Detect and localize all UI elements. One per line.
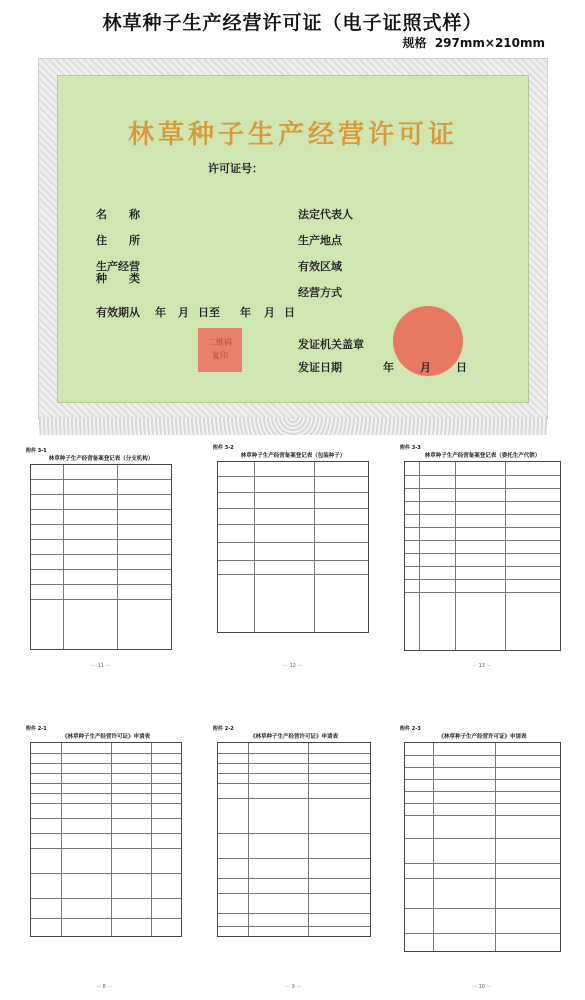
attachment-label: 附件 3-3 — [400, 445, 421, 451]
form-table — [404, 742, 561, 952]
valid-month1: 月 — [178, 306, 189, 319]
certificate-frame — [38, 58, 548, 420]
species-label-line2: 种 类 — [96, 272, 140, 285]
valid-day-to: 日至 — [198, 306, 220, 319]
page-number: － 13 － — [472, 663, 492, 669]
valid-year2: 年 — [240, 306, 251, 319]
certificate-border-pattern — [39, 417, 547, 435]
form-title: 林草种子生产经营备案登记表（包装种子） — [240, 453, 346, 459]
page-number: － 11 － — [91, 663, 111, 669]
page-number: － 10 － — [472, 984, 492, 990]
form-table — [217, 461, 369, 633]
form-thumbnail-3-3 — [400, 444, 565, 672]
certificate-title: 林草种子生产经营许可证 — [127, 120, 458, 150]
spec-label — [402, 34, 545, 51]
issuer-seal-label: 发证机关盖章 — [298, 338, 364, 351]
attachment-label: 附件 2-2 — [213, 726, 234, 732]
issue-day: 日 — [456, 361, 467, 374]
certificate-body — [57, 75, 529, 403]
spec-label-text: 规格 — [402, 36, 427, 50]
page-title: 林草种子生产经营许可证（电子证照式样） — [102, 12, 483, 34]
valid-month2: 月 — [264, 306, 275, 319]
form-table — [30, 464, 172, 650]
address-label: 住 所 — [96, 234, 140, 247]
legal-rep-label: 法定代表人 — [298, 208, 353, 221]
form-table — [217, 742, 371, 937]
qr-line2: 复印 — [212, 351, 228, 360]
form-thumbnail-2-1 — [26, 725, 186, 993]
production-site-label: 生产地点 — [298, 234, 342, 247]
attachment-label: 附件 2-3 — [400, 726, 421, 732]
spec-value: 297mm×210mm — [434, 36, 545, 50]
page-number: － 12 － — [283, 663, 303, 669]
license-no-label: 许可证号： — [208, 162, 263, 175]
attachment-label: 附件 2-1 — [26, 726, 47, 732]
attachment-label: 附件 3-1 — [26, 448, 47, 454]
form-title: 林草种子生产经营备案登记表（分支机构） — [48, 456, 154, 462]
valid-year1: 年 — [155, 306, 166, 319]
form-title: 林草种子生产经营备案登记表（委托生产代销） — [424, 453, 541, 459]
form-table — [404, 461, 561, 651]
page-number: － 8 － — [96, 984, 113, 990]
form-thumbnail-3-1 — [26, 447, 176, 672]
qr-code-placeholder — [198, 328, 242, 372]
name-label: 名 称 — [96, 208, 140, 221]
attachment-label: 附件 3-2 — [213, 445, 234, 451]
form-thumbnail-2-2 — [213, 725, 375, 993]
business-mode-label: 经营方式 — [298, 286, 342, 299]
issue-date-label: 发证日期 — [298, 361, 342, 374]
valid-day2: 日 — [284, 306, 295, 319]
form-table — [30, 742, 182, 937]
form-title: 《林草种子生产经营许可证》申请表 — [249, 734, 338, 740]
form-title: 《林草种子生产经营许可证》申请表 — [61, 734, 150, 740]
page-number: － 9 － — [285, 984, 302, 990]
form-thumbnail-3-2 — [213, 444, 373, 672]
form-thumbnail-2-3 — [400, 725, 565, 993]
species-label-line1: 生产经营 — [96, 260, 140, 273]
qr-line1: 二维码 — [208, 338, 232, 347]
issue-month: 月 — [420, 361, 431, 374]
issue-year: 年 — [383, 361, 394, 374]
form-title: 《林草种子生产经营许可证》申请表 — [438, 734, 527, 740]
valid-from-label: 有效期从 — [96, 306, 140, 319]
valid-region-label: 有效区域 — [298, 260, 342, 273]
